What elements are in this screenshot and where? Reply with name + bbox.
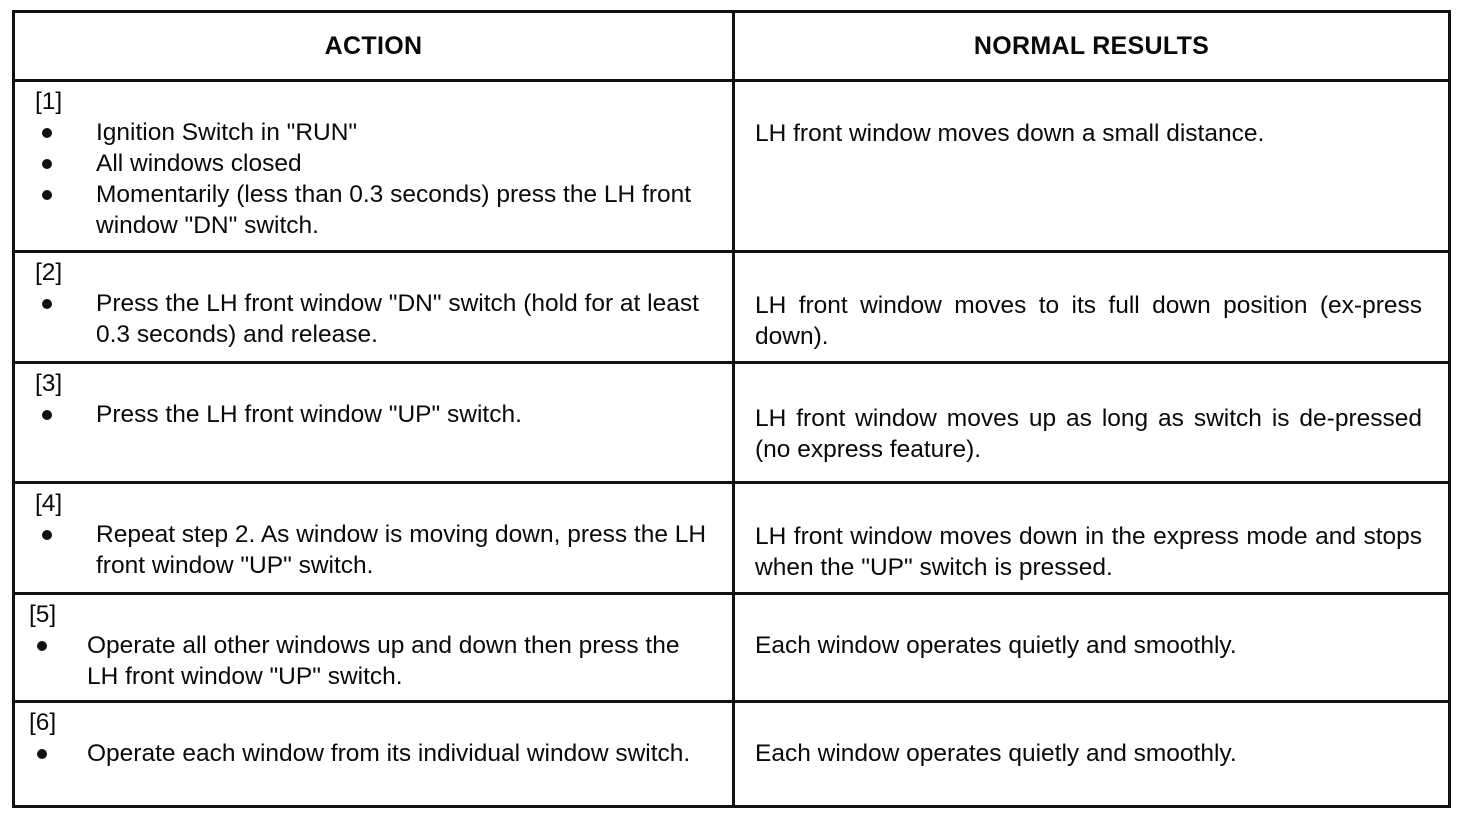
result-text: Each window operates quietly and smoothly. xyxy=(755,631,1237,659)
header-row xyxy=(14,12,1450,81)
step-number: [3] xyxy=(35,369,63,397)
action-item xyxy=(15,179,732,241)
action-text: Momentarily (less than 0.3 seconds) press the LH front window "DN" switch. xyxy=(96,181,692,239)
result-text: LH front window moves up as long as switch is de-pressed (no express feature). xyxy=(755,404,1422,463)
action-cell xyxy=(14,593,734,702)
normal-results-column-header: NORMAL RESULTS xyxy=(734,12,1450,81)
result-cell xyxy=(734,81,1450,252)
result-cell xyxy=(734,362,1450,483)
action-cell xyxy=(14,702,734,807)
table-row xyxy=(14,593,1450,702)
step-number: [1] xyxy=(35,88,63,115)
bullet-icon xyxy=(42,128,52,138)
action-text: Press the LH front window "UP" switch. xyxy=(96,400,522,428)
table-row xyxy=(14,81,1450,252)
result-cell xyxy=(734,702,1450,807)
table-row xyxy=(14,251,1450,362)
action-item xyxy=(15,738,732,769)
result-text: LH front window moves down in the express mode and stops when the "UP" switch is pressed. xyxy=(755,523,1422,582)
bullet-icon xyxy=(37,641,47,651)
step-number: [6] xyxy=(29,709,57,737)
action-item xyxy=(15,519,732,581)
action-item xyxy=(15,148,732,179)
action-results-table xyxy=(12,10,1451,808)
action-cell xyxy=(14,483,734,594)
bullet-icon xyxy=(42,530,52,540)
bullet-icon xyxy=(42,299,52,309)
result-text: LH front window moves down a small distance. xyxy=(755,120,1265,147)
step-number: [5] xyxy=(29,600,57,628)
bullet-icon xyxy=(37,749,47,759)
step-number: [2] xyxy=(35,258,63,286)
result-cell xyxy=(734,483,1450,594)
action-cell xyxy=(14,251,734,362)
action-cell xyxy=(14,81,734,252)
step-number: [4] xyxy=(35,490,63,518)
action-text: Ignition Switch in "RUN" xyxy=(96,119,358,146)
action-text: Operate all other windows up and down then press the LH front window "UP" switch. xyxy=(87,631,680,690)
result-cell xyxy=(734,251,1450,362)
action-column-header: ACTION xyxy=(14,12,734,81)
action-item xyxy=(15,630,732,692)
bullet-icon xyxy=(42,410,52,420)
action-text: Operate each window from its individual window switch. xyxy=(87,740,691,768)
action-item xyxy=(15,117,732,148)
result-text: LH front window moves to its full down position (ex-press down). xyxy=(755,291,1422,350)
action-item xyxy=(15,399,732,430)
bullet-icon xyxy=(42,190,52,200)
action-text: All windows closed xyxy=(96,150,302,177)
result-text: Each window operates quietly and smoothly. xyxy=(755,740,1237,768)
action-text: Press the LH front window "DN" switch (hold for at least 0.3 seconds) and release. xyxy=(96,289,699,348)
result-cell xyxy=(734,593,1450,702)
action-text: Repeat step 2. As window is moving down, press the LH front window "UP" switch. xyxy=(96,521,707,580)
action-cell xyxy=(14,362,734,483)
bullet-icon xyxy=(42,159,52,169)
table-row xyxy=(14,702,1450,807)
table-row xyxy=(14,362,1450,483)
action-item xyxy=(15,288,732,350)
procedure-sheet xyxy=(12,10,1448,808)
table-row xyxy=(14,483,1450,594)
